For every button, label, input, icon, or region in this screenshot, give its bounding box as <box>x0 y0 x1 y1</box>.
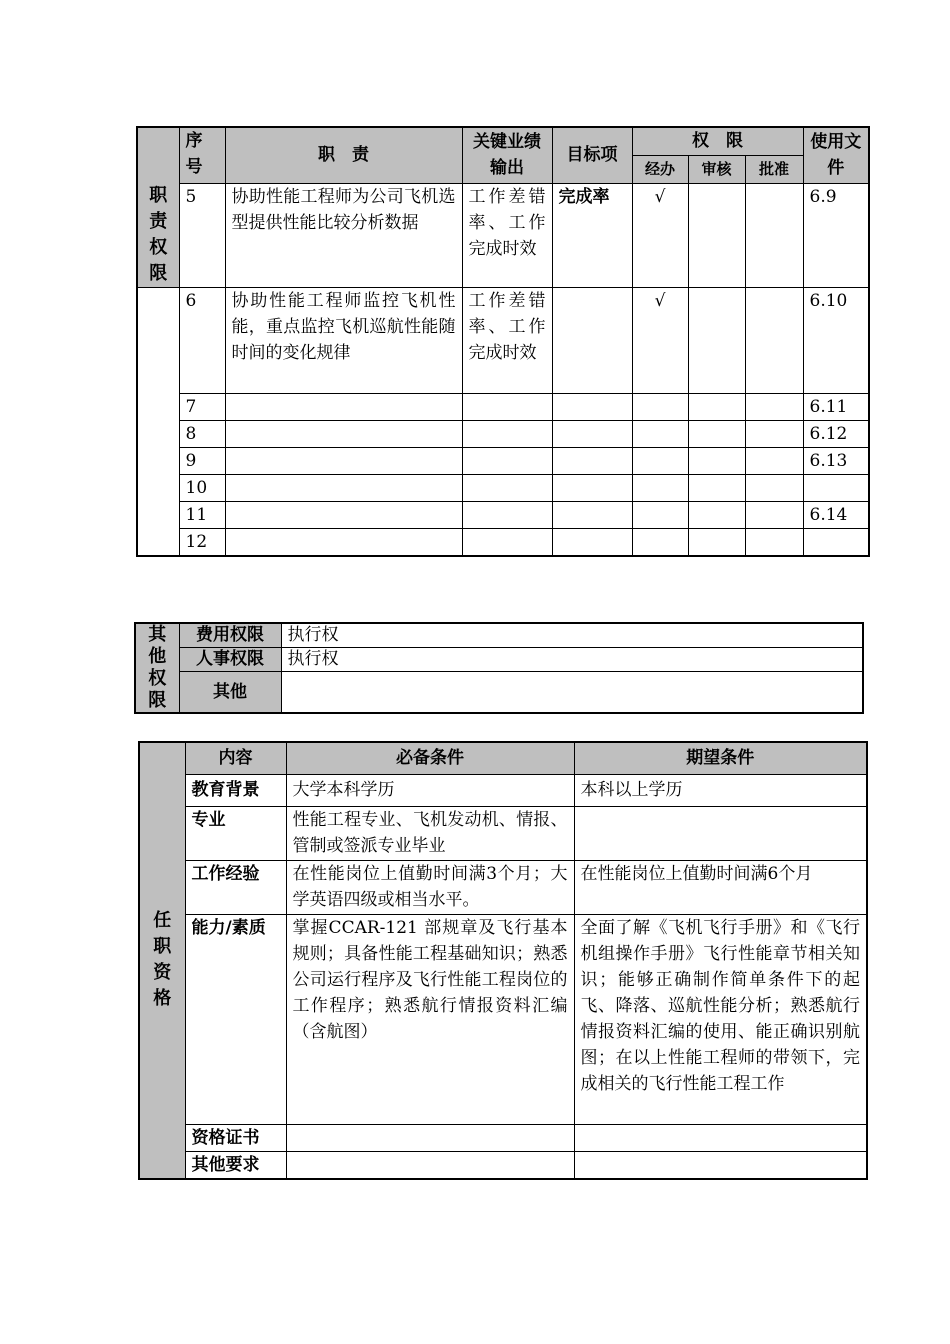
row-review <box>688 529 745 557</box>
value-expense: 执行权 <box>281 623 863 647</box>
row-review <box>688 421 745 448</box>
row-file: 6.12 <box>803 421 869 448</box>
required-certificate <box>286 1124 574 1151</box>
required-education: 大学本科学历 <box>286 774 574 806</box>
row-approve <box>745 502 803 529</box>
expected-major <box>574 806 867 860</box>
row-duty <box>225 502 462 529</box>
other-authority-table <box>134 622 864 714</box>
row-approve <box>745 394 803 421</box>
label-ability: 能力/素质 <box>185 914 286 1124</box>
required-other <box>286 1151 574 1179</box>
row-duty <box>225 475 462 502</box>
row-review <box>688 448 745 475</box>
row-kpi <box>462 529 552 557</box>
required-experience: 在性能岗位上值勤时间满3个月；大学英语四级或相当水平。 <box>286 860 574 914</box>
header-authority: 权 限 <box>632 127 803 155</box>
row-handle <box>632 502 688 529</box>
expected-other <box>574 1151 867 1179</box>
expected-education: 本科以上学历 <box>574 774 867 806</box>
row-seq: 11 <box>179 502 225 529</box>
row-kpi <box>462 394 552 421</box>
row-kpi: 工作差错率、工作完成时效 <box>462 183 552 288</box>
label-certificate: 资格证书 <box>185 1124 286 1151</box>
expected-certificate <box>574 1124 867 1151</box>
row-review <box>688 288 745 394</box>
qualification-table <box>138 741 868 1180</box>
row-review <box>688 475 745 502</box>
row-seq: 12 <box>179 529 225 557</box>
row-target <box>552 288 632 394</box>
side-label-duties: 职 责 权 限 <box>137 183 179 288</box>
row-handle: √ <box>632 288 688 394</box>
row-approve <box>745 421 803 448</box>
label-other-requirements: 其他要求 <box>185 1151 286 1179</box>
row-file: 6.10 <box>803 288 869 394</box>
row-target <box>552 394 632 421</box>
row-duty: 协助性能工程师为公司飞机选型提供性能比较分析数据 <box>225 183 462 288</box>
row-review <box>688 502 745 529</box>
label-personnel: 人事权限 <box>179 647 281 671</box>
row-handle <box>632 529 688 557</box>
row-duty <box>225 421 462 448</box>
header-seq: 序号 <box>179 127 225 183</box>
row-seq: 7 <box>179 394 225 421</box>
row-handle <box>632 475 688 502</box>
label-expense: 费用权限 <box>179 623 281 647</box>
row-kpi <box>462 502 552 529</box>
row-approve <box>745 448 803 475</box>
row-file <box>803 529 869 557</box>
expected-ability: 全面了解《飞机飞行手册》和《飞行机组操作手册》飞行性能章节相关知识；能够正确制作简单条件下的起飞、降落、巡航性能分析；熟悉航行情报资料汇编的使用、能正确识别航图；在以上性能工程师的带领下，完成相关的飞行性能工程工作 <box>574 914 867 1124</box>
header-review: 审核 <box>688 155 745 183</box>
header-file: 使用文件 <box>803 127 869 183</box>
duties-table <box>136 126 870 557</box>
row-seq: 9 <box>179 448 225 475</box>
value-other <box>281 671 863 713</box>
row-approve <box>745 183 803 288</box>
row-target <box>552 529 632 557</box>
row-kpi <box>462 448 552 475</box>
row-handle: √ <box>632 183 688 288</box>
row-approve <box>745 288 803 394</box>
header-required: 必备条件 <box>286 742 574 774</box>
row-kpi <box>462 421 552 448</box>
row-duty <box>225 529 462 557</box>
label-experience: 工作经验 <box>185 860 286 914</box>
row-target <box>552 448 632 475</box>
row-kpi: 工作差错率、工作完成时效 <box>462 288 552 394</box>
side-cell <box>137 127 179 183</box>
side-cell-empty <box>137 288 179 557</box>
row-seq: 10 <box>179 475 225 502</box>
row-handle <box>632 421 688 448</box>
header-handle: 经办 <box>632 155 688 183</box>
label-education: 教育背景 <box>185 774 286 806</box>
row-target <box>552 475 632 502</box>
row-kpi <box>462 475 552 502</box>
header-target: 目标项 <box>552 127 632 183</box>
row-file: 6.13 <box>803 448 869 475</box>
row-target: 完成率 <box>552 183 632 288</box>
row-seq: 8 <box>179 421 225 448</box>
row-seq: 6 <box>179 288 225 394</box>
header-kpi: 关键业绩输出 <box>462 127 552 183</box>
row-seq: 5 <box>179 183 225 288</box>
required-ability: 掌握CCAR-121 部规章及飞行基本规则；具备性能工程基础知识；熟悉公司运行程序及飞行性能工程岗位的工作程序；熟悉航行情报资料汇编（含航图） <box>286 914 574 1124</box>
value-personnel: 执行权 <box>281 647 863 671</box>
header-expected: 期望条件 <box>574 742 867 774</box>
expected-experience: 在性能岗位上值勤时间满6个月 <box>574 860 867 914</box>
row-review <box>688 183 745 288</box>
label-major: 专业 <box>185 806 286 860</box>
row-handle <box>632 448 688 475</box>
row-file: 6.14 <box>803 502 869 529</box>
header-content: 内容 <box>185 742 286 774</box>
row-target <box>552 502 632 529</box>
row-review <box>688 394 745 421</box>
row-duty <box>225 394 462 421</box>
row-target <box>552 421 632 448</box>
header-approve: 批准 <box>745 155 803 183</box>
header-duty: 职 责 <box>225 127 462 183</box>
row-file <box>803 475 869 502</box>
required-major: 性能工程专业、飞机发动机、情报、管制或签派专业毕业 <box>286 806 574 860</box>
row-approve <box>745 475 803 502</box>
label-other: 其他 <box>179 671 281 713</box>
row-duty: 协助性能工程师监控飞机性能，重点监控飞机巡航性能随时间的变化规律 <box>225 288 462 394</box>
row-file: 6.11 <box>803 394 869 421</box>
row-file: 6.9 <box>803 183 869 288</box>
side-label-qualification: 任 职 资 格 <box>139 742 185 1179</box>
side-label-other: 其 他 权 限 <box>135 623 179 713</box>
row-duty <box>225 448 462 475</box>
row-handle <box>632 394 688 421</box>
row-approve <box>745 529 803 557</box>
